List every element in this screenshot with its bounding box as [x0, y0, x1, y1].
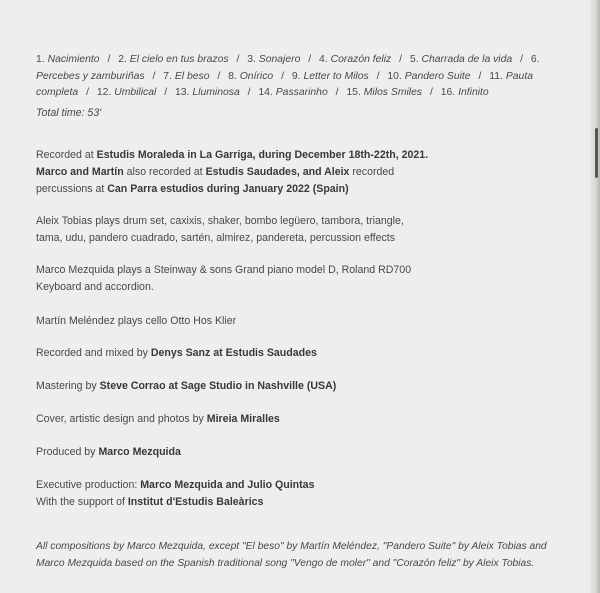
track-separator: /: [399, 54, 403, 65]
track-number: 7.: [163, 70, 172, 82]
track-separator: /: [520, 54, 523, 65]
name: Marco Mezquida: [98, 446, 181, 458]
track-title: Letter to Milos: [303, 70, 369, 82]
track-title: Onírico: [239, 70, 274, 82]
track-title: Pauta completa: [36, 70, 533, 98]
text: Mastering by: [36, 380, 100, 392]
track-separator: /: [247, 87, 251, 98]
mixed-credits: [36, 345, 317, 362]
track-title: Sonajero: [258, 54, 301, 65]
mastering-credits: [36, 378, 336, 395]
cover-credits: [36, 411, 280, 428]
track-number: 2.: [118, 54, 127, 65]
track-title: Charrada de la vida: [421, 54, 513, 65]
text: recorded: [349, 166, 395, 178]
track-title: Percebes y zamburiñas: [36, 70, 145, 82]
track-number: 15.: [346, 87, 361, 98]
text: Produced by: [36, 446, 99, 458]
text: Executive production:: [36, 479, 141, 491]
text-line: All compositions by Marco Mezquida, except "El beso" by Martín Meléndez, "Pandero Suite" by Aleix Tobias and: [36, 541, 547, 552]
text: Cover, artistic design and photos by: [36, 413, 207, 425]
track-separator: /: [217, 70, 221, 82]
studio-name: Can Parra estudios during January 2022 (Spain): [107, 183, 349, 195]
track-number: 16.: [440, 87, 456, 98]
total-time: Total time: 53': [36, 107, 102, 119]
text-line: tama, udu, pandero cuadrado, sartén, almirez, pandereta, percussion effects: [36, 232, 396, 244]
track-separator: /: [335, 87, 339, 98]
track-separator: /: [308, 54, 312, 65]
track-separator: /: [164, 87, 168, 98]
recording-credits: [36, 147, 428, 198]
compositions-note: [36, 538, 547, 572]
name: Denys Sanz at Estudis Saudades: [150, 347, 317, 359]
producer-credits: [36, 444, 181, 461]
track-separator: /: [429, 87, 433, 98]
track-number: 9.: [291, 70, 301, 82]
studio-name: Estudis Moraleda in La Garriga, during December 18th-22th, 2021.: [96, 149, 429, 161]
aleix-credits: [36, 213, 404, 247]
track-title: Passarinho: [275, 87, 328, 98]
track-number: 11.: [489, 70, 503, 82]
track-number: 8.: [228, 70, 237, 82]
martin-credits: Martín Meléndez plays cello Otto Hos Klier: [36, 315, 237, 327]
text-line: Keyboard and accordion.: [36, 281, 154, 293]
name: Marco Mezquida and Julio Quintas: [140, 479, 315, 491]
executive-credits: [36, 477, 314, 511]
track-title: Lluminosa: [192, 87, 240, 98]
track-title: Umbilical: [114, 87, 157, 98]
track-separator: /: [478, 70, 482, 82]
track-title: Pandero Suite: [404, 70, 471, 82]
text: also recorded at: [123, 166, 206, 178]
track-title: Nacimiento: [47, 54, 100, 65]
booklet-edge-shadow: [590, 0, 600, 593]
text: With the support of: [36, 496, 128, 508]
text: Recorded and mixed by: [36, 347, 151, 359]
text: percussions at: [36, 183, 108, 195]
track-number: 12.: [96, 87, 112, 98]
track-separator: /: [86, 87, 89, 98]
track-separator: /: [107, 54, 111, 65]
track-title: Infinito: [458, 87, 489, 98]
name: Mireia Miralles: [206, 413, 280, 425]
track-separator: /: [236, 54, 240, 65]
studio-name: Estudis Saudades, and Aleix: [205, 166, 350, 178]
track-number: 6.: [530, 54, 540, 65]
track-number: 1.: [36, 54, 45, 65]
booklet-spine-mark: [595, 128, 598, 178]
text-line: Marco Mezquida based on the Spanish traditional song "Vengo de moler" and "Corazón feliz" by Aleix Tobias.: [36, 558, 535, 569]
track-title: Milos Smiles: [363, 87, 423, 98]
marco-credits: [36, 262, 411, 296]
text-line: Aleix Tobias plays drum set, caxixis, shaker, bombo legüero, tambora, triangle,: [36, 215, 404, 227]
track-title: Corazón feliz: [330, 54, 392, 65]
tracklist: [36, 52, 571, 102]
name: Steve Corrao at Sage Studio in Nashville (USA): [99, 380, 337, 392]
track-number: 14.: [258, 87, 273, 98]
track-number: 13.: [175, 87, 190, 98]
track-separator: /: [281, 70, 284, 82]
track-title: El beso: [174, 70, 210, 82]
track-separator: /: [376, 70, 380, 82]
name: Institut d'Estudis Baleàrics: [127, 496, 264, 508]
musician-names: Marco and Martín: [36, 166, 124, 178]
track-number: 3.: [247, 54, 256, 65]
track-number: 10.: [387, 70, 402, 82]
track-number: 4.: [319, 54, 328, 65]
track-title: El cielo en tus brazos: [129, 54, 229, 65]
track-number: 5.: [409, 54, 419, 65]
text-line: Marco Mezquida plays a Steinway & sons Grand piano model D, Roland RD700: [36, 264, 412, 276]
text: Recorded at: [36, 149, 97, 161]
track-separator: /: [152, 70, 156, 82]
